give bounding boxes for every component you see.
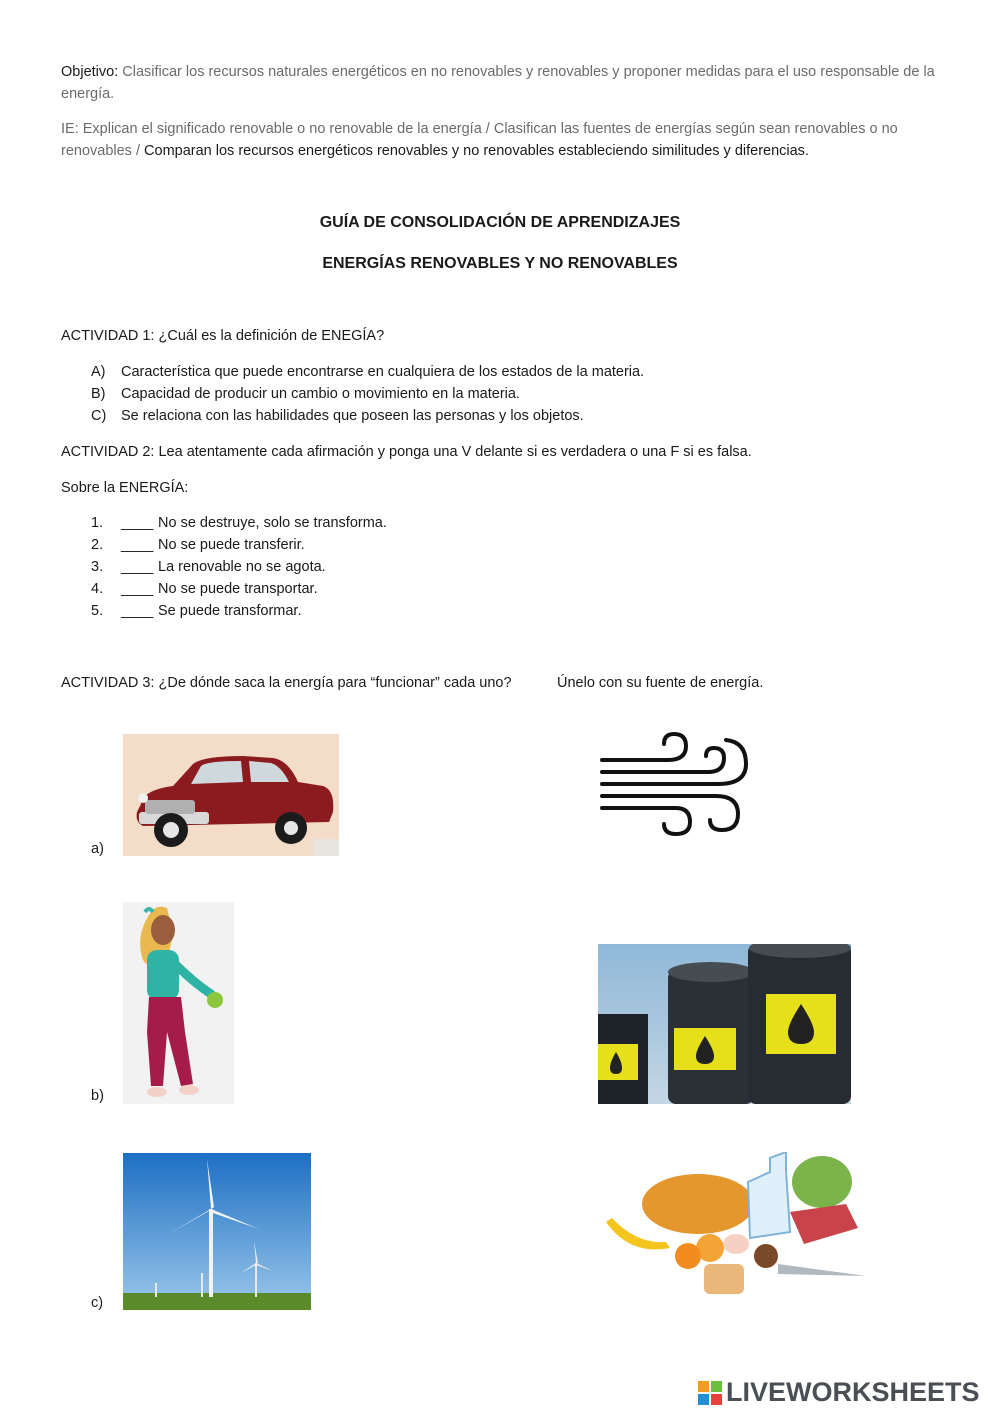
- answer-blank[interactable]: ____: [121, 559, 154, 575]
- answer-blank[interactable]: ____: [121, 603, 154, 619]
- item-number: 1.: [91, 515, 104, 531]
- logo-text: LIVEWORKSHEETS: [726, 1377, 980, 1407]
- main-title: GUÍA DE CONSOLIDACIÓN DE APRENDIZAJES: [319, 214, 681, 231]
- option-text: Se relaciona con las habilidades que poseen las personas y los objetos.: [121, 408, 584, 424]
- wind-icon[interactable]: [598, 730, 750, 838]
- item-text: La renovable no se agota.: [158, 559, 326, 575]
- actividad1-options: [0, 364, 1000, 434]
- actividad3-question: ACTIVIDAD 3: ¿De dónde saca la energía para “funcionar” cada uno?: [61, 675, 512, 691]
- item-text: No se puede transportar.: [158, 581, 318, 597]
- answer-blank[interactable]: ____: [121, 515, 154, 531]
- actividad3-instruction: Únelo con su fuente de energía.: [557, 675, 764, 691]
- answer-blank[interactable]: ____: [121, 581, 154, 597]
- item-text: No se destruye, solo se transforma.: [158, 515, 387, 531]
- objetivo-label: Objetivo:: [61, 64, 119, 80]
- car-image[interactable]: [123, 734, 339, 856]
- ie-text-gray: IE: Explican el significado renovable o no renovable de la energía / Clasifican las fuentes de energías según sean renovables o no renovables /: [61, 121, 898, 159]
- option-letter: A): [91, 364, 106, 380]
- item-number: 3.: [91, 559, 104, 575]
- girl-eating-apple-image[interactable]: [123, 902, 234, 1104]
- item-number: 4.: [91, 581, 104, 597]
- actividad2-list: [0, 515, 1000, 630]
- logo-mark-icon: [698, 1381, 722, 1405]
- ie-text-dark: Comparan los recursos energéticos renovables y no renovables estableciendo similitudes y diferencias.: [144, 143, 809, 159]
- item-number: 5.: [91, 603, 104, 619]
- option-letter: C): [91, 408, 107, 424]
- objetivo-paragraph: [61, 61, 941, 105]
- option-letter: B): [91, 386, 106, 402]
- answer-blank[interactable]: ____: [121, 537, 154, 553]
- food-image[interactable]: [600, 1152, 870, 1302]
- label-a: a): [91, 841, 104, 857]
- oil-barrels-image[interactable]: [598, 944, 851, 1104]
- item-text: No se puede transferir.: [158, 537, 305, 553]
- item-number: 2.: [91, 537, 104, 553]
- objetivo-text: Clasificar los recursos naturales energéticos en no renovables y renovables y proponer medidas para el uso responsable de la energía.: [61, 64, 935, 102]
- item-text: Se puede transformar.: [158, 603, 302, 619]
- actividad1-question: ACTIVIDAD 1: ¿Cuál es la definición de ENEGÍA?: [61, 328, 385, 344]
- option-text: Característica que puede encontrarse en cualquiera de los estados de la materia.: [121, 364, 645, 380]
- sub-title: ENERGÍAS RENOVABLES Y NO RENOVABLES: [322, 255, 678, 272]
- actividad2-question: ACTIVIDAD 2: Lea atentamente cada afirmación y ponga una V delante si es verdadera o una F si es falsa.: [61, 444, 752, 460]
- option-text: Capacidad de producir un cambio o movimiento en la materia.: [121, 386, 520, 402]
- actividad2-subtitle: Sobre la ENERGÍA:: [61, 480, 189, 496]
- wind-turbines-image[interactable]: [123, 1153, 311, 1310]
- ie-paragraph: [61, 118, 941, 162]
- label-c: c): [91, 1295, 104, 1311]
- label-b: b): [91, 1088, 104, 1104]
- liveworksheets-logo: [698, 1379, 996, 1409]
